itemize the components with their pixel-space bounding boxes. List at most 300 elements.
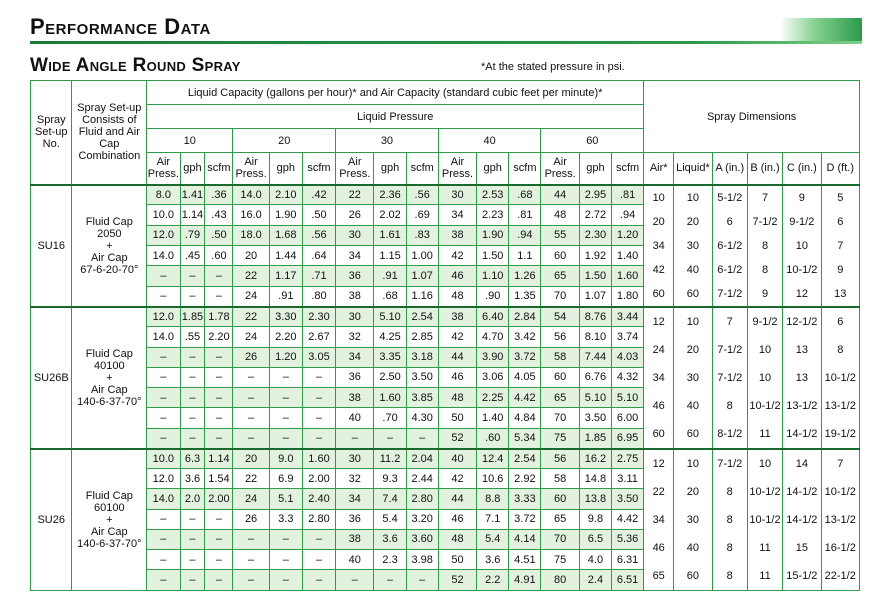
data-cell: 3.72 [509, 347, 541, 367]
dimension-value: 6-1/2 [717, 263, 743, 276]
data-cell: 26 [233, 347, 269, 367]
dimension-value: 8 [837, 343, 844, 356]
data-cell: – [302, 408, 335, 428]
data-cell: 3.72 [509, 509, 541, 529]
data-cell: 60 [541, 489, 579, 509]
dimension-value: 7 [726, 315, 733, 328]
data-cell: 10.0 [147, 205, 180, 225]
data-cell: – [147, 286, 180, 306]
dimension-value: 8 [726, 569, 733, 582]
data-cell: 6.76 [579, 367, 611, 387]
data-cell: 22 [336, 185, 374, 205]
data-cell: – [302, 388, 335, 408]
data-cell: 34 [438, 205, 476, 225]
dimension-value: 6 [837, 215, 844, 228]
data-cell: 20 [233, 245, 269, 265]
data-cell: 7.44 [579, 347, 611, 367]
data-cell: 1.1 [509, 245, 541, 265]
data-cell: 11.2 [374, 449, 406, 469]
data-cell: 14.0 [147, 327, 180, 347]
dimension-column [783, 307, 821, 449]
data-cell: 2.30 [579, 225, 611, 245]
data-cell: 3.30 [269, 307, 302, 327]
data-cell: – [233, 367, 269, 387]
dimension-value: 46 [652, 399, 665, 412]
data-cell: 48 [438, 286, 476, 306]
page-title: Performance Data [30, 14, 211, 39]
dimension-value: 10-1/2 [824, 371, 856, 384]
dimension-value: 6 [837, 315, 844, 328]
data-cell: – [302, 367, 335, 387]
dimension-column [644, 307, 674, 449]
data-cell: 36 [336, 266, 374, 286]
data-cell: .45 [180, 245, 205, 265]
data-cell: 2.0 [180, 489, 205, 509]
data-cell: 65 [541, 509, 579, 529]
dimension-value: 9-1/2 [752, 315, 778, 328]
data-cell: – [233, 408, 269, 428]
data-cell: – [180, 286, 205, 306]
data-cell: 3.35 [374, 347, 406, 367]
sub-header-scfm: scfm [205, 153, 233, 185]
data-cell: 30 [438, 185, 476, 205]
data-cell: – [180, 509, 205, 529]
data-cell: 1.07 [579, 286, 611, 306]
dimension-column [747, 185, 782, 307]
data-cell: 30 [336, 225, 374, 245]
data-cell: 38 [336, 388, 374, 408]
data-cell: 9.8 [579, 509, 611, 529]
data-cell: – [205, 367, 233, 387]
data-cell: – [147, 347, 180, 367]
col-header-liquid-pressure: Liquid Pressure [147, 105, 644, 129]
data-cell: 34 [336, 489, 374, 509]
data-cell: 70 [541, 286, 579, 306]
data-cell: 2.20 [269, 327, 302, 347]
data-cell: – [374, 428, 406, 448]
dimension-value: 14-1/2 [786, 427, 818, 440]
data-cell: 24 [233, 327, 269, 347]
data-cell: 22 [233, 266, 269, 286]
dimension-value: 11 [759, 427, 771, 440]
dimension-value: 30 [686, 239, 700, 252]
data-cell: 2.00 [205, 489, 233, 509]
data-cell: 3.05 [302, 347, 335, 367]
data-cell: – [205, 570, 233, 590]
dimension-value: 10 [758, 457, 772, 470]
data-cell: 65 [541, 266, 579, 286]
col-header-setup: Spray Set-up Consists of Fluid and Air Cap Combination [72, 81, 147, 185]
data-cell: – [269, 388, 302, 408]
dimension-column [821, 307, 859, 449]
data-cell: 30 [336, 307, 374, 327]
dimension-value: 14-1/2 [786, 485, 818, 498]
data-cell: 5.34 [509, 428, 541, 448]
data-cell: 2.54 [509, 449, 541, 469]
dimension-value: 8-1/2 [717, 427, 743, 440]
data-cell: 1.20 [612, 225, 644, 245]
data-cell: 12.0 [147, 225, 180, 245]
data-cell: 34 [336, 347, 374, 367]
data-cell: – [302, 570, 335, 590]
sub-header-air: Air Press. [336, 153, 374, 185]
data-cell: 1.60 [612, 266, 644, 286]
data-cell: .70 [374, 408, 406, 428]
dimension-value: 8 [761, 239, 769, 252]
sub-header-scfm: scfm [612, 153, 644, 185]
data-cell: 6.5 [579, 529, 611, 549]
sub-header-air: Air Press. [233, 153, 269, 185]
data-cell: – [302, 529, 335, 549]
dimension-value: 24 [652, 343, 665, 356]
data-cell: – [205, 550, 233, 570]
dimension-value: 12 [652, 315, 665, 328]
dimension-value: 10-1/2 [749, 513, 781, 526]
setup-line: 2050 [97, 227, 122, 240]
data-cell: .50 [302, 205, 335, 225]
data-cell: – [406, 570, 438, 590]
setup-line: + [106, 239, 113, 252]
dimension-value: 42 [652, 263, 665, 276]
pressure-header-60: 60 [541, 129, 644, 153]
dimension-value: 10-1/2 [824, 485, 856, 498]
sub-header-air: Air Press. [438, 153, 476, 185]
data-cell: .68 [509, 185, 541, 205]
data-cell: 1.15 [374, 245, 406, 265]
dimension-value: 5-1/2 [717, 191, 743, 204]
data-cell: 4.42 [612, 509, 644, 529]
data-cell: 60 [541, 245, 579, 265]
data-cell: .43 [205, 205, 233, 225]
data-cell: 1.85 [180, 307, 205, 327]
data-cell: 56 [541, 449, 579, 469]
sub-header-gph: gph [180, 153, 205, 185]
data-cell: 12.0 [147, 307, 180, 327]
table-row [31, 185, 860, 205]
dimension-value: 13 [834, 287, 847, 300]
col-header-liquid-capacity: Liquid Capacity (gallons per hour)* and Air Capacity (standard cubic feet per minute)* [147, 81, 644, 105]
dimension-value: 30 [686, 371, 700, 384]
data-cell: – [147, 388, 180, 408]
data-cell: 2.4 [579, 570, 611, 590]
data-cell: 4.70 [477, 327, 509, 347]
data-cell: – [205, 428, 233, 448]
dimension-value: 60 [686, 569, 700, 582]
data-cell: 24 [233, 489, 269, 509]
data-cell: – [233, 550, 269, 570]
dimension-value: 30 [686, 513, 700, 526]
col-header-spray-no: Spray Set-up No. [31, 81, 72, 185]
dimension-column [674, 449, 712, 591]
data-cell: 7.1 [477, 509, 509, 529]
dimension-value: 8 [726, 485, 733, 498]
data-cell: .64 [302, 245, 335, 265]
pressure-header-30: 30 [336, 129, 439, 153]
data-cell: 4.42 [509, 388, 541, 408]
dimension-value: 60 [686, 427, 700, 440]
data-cell: 2.80 [406, 489, 438, 509]
data-cell: 4.91 [509, 570, 541, 590]
dimension-column [747, 449, 782, 591]
dimension-value: 22 [652, 485, 665, 498]
data-cell: 5.10 [374, 307, 406, 327]
data-cell: – [180, 570, 205, 590]
setup-line: 60100 [94, 501, 125, 514]
data-cell: 3.74 [612, 327, 644, 347]
data-cell: 2.40 [302, 489, 335, 509]
data-cell: 2.53 [477, 185, 509, 205]
data-cell: 14.8 [579, 469, 611, 489]
data-cell: 5.4 [374, 509, 406, 529]
dimension-value: 20 [686, 215, 700, 228]
data-cell: 30 [336, 449, 374, 469]
dimension-column [821, 185, 859, 307]
data-cell: 70 [541, 529, 579, 549]
setup-combination [72, 449, 147, 591]
dimension-value: 14-1/2 [786, 513, 818, 526]
dimension-value: 9 [761, 287, 769, 300]
data-cell: 22 [233, 307, 269, 327]
data-cell: 56 [541, 327, 579, 347]
data-cell: – [205, 529, 233, 549]
dimension-value: 65 [652, 569, 665, 582]
data-cell: 55 [541, 225, 579, 245]
data-cell: 44 [438, 489, 476, 509]
dimension-value: 20 [686, 485, 700, 498]
dimension-value: 10-1/2 [749, 399, 781, 412]
data-cell: 4.14 [509, 529, 541, 549]
data-cell: 9.0 [269, 449, 302, 469]
data-cell: 32 [336, 327, 374, 347]
data-cell: 2.85 [406, 327, 438, 347]
dimension-value: 19-1/2 [824, 427, 856, 440]
data-cell: 42 [438, 469, 476, 489]
data-cell: 42 [438, 327, 476, 347]
data-cell: 1.54 [205, 469, 233, 489]
pressure-header-40: 40 [438, 129, 541, 153]
data-cell: 6.51 [612, 570, 644, 590]
data-cell: 46 [438, 367, 476, 387]
data-cell: – [147, 367, 180, 387]
data-cell: – [336, 428, 374, 448]
data-cell: 9.3 [374, 469, 406, 489]
data-cell: 36 [336, 509, 374, 529]
data-cell: – [269, 529, 302, 549]
data-cell: 1.80 [612, 286, 644, 306]
dimension-value: 20 [652, 215, 665, 228]
setup-line: 40100 [94, 359, 125, 372]
pressure-header-10: 10 [147, 129, 233, 153]
data-cell: 5.36 [612, 529, 644, 549]
dimension-value: 14 [795, 457, 808, 470]
data-cell: – [269, 570, 302, 590]
setup-line: 140-6-37-70° [77, 395, 142, 408]
data-cell: 2.04 [406, 449, 438, 469]
data-cell: .91 [374, 266, 406, 286]
data-cell: – [147, 266, 180, 286]
data-cell: 8.10 [579, 327, 611, 347]
setup-line: Air Cap [90, 525, 128, 538]
data-cell: 6.31 [612, 550, 644, 570]
data-cell: .60 [477, 428, 509, 448]
sub-header-gph: gph [374, 153, 406, 185]
data-cell: – [147, 509, 180, 529]
dimension-value: 13-1/2 [786, 399, 818, 412]
data-cell: – [180, 388, 205, 408]
data-cell: 14.0 [147, 245, 180, 265]
dim-header-d: D (ft.) [821, 153, 859, 185]
setup-combination [72, 307, 147, 449]
dimension-value: 10-1/2 [749, 485, 781, 498]
sub-header-gph: gph [579, 153, 611, 185]
data-cell: .69 [406, 205, 438, 225]
data-cell: 3.90 [477, 347, 509, 367]
dimension-value: 7-1/2 [752, 215, 778, 228]
dimension-value: 22-1/2 [824, 569, 856, 582]
data-cell: 3.18 [406, 347, 438, 367]
dim-header-liquid: Liquid* [674, 153, 712, 185]
dimension-value: 9 [837, 263, 844, 276]
data-cell: 3.6 [477, 550, 509, 570]
data-cell: – [205, 388, 233, 408]
data-cell: 42 [438, 245, 476, 265]
data-cell: 40 [336, 408, 374, 428]
data-cell: – [180, 408, 205, 428]
data-cell: 2.36 [374, 185, 406, 205]
dimension-column [783, 185, 821, 307]
dimension-value: 8 [726, 541, 733, 554]
data-cell: 1.35 [509, 286, 541, 306]
data-cell: .94 [509, 225, 541, 245]
data-cell: 3.3 [269, 509, 302, 529]
data-cell: .81 [509, 205, 541, 225]
dimension-value: 40 [686, 399, 700, 412]
dimension-value: 7-1/2 [717, 343, 743, 356]
dimension-value: 7 [837, 457, 844, 470]
sub-header-air: Air Press. [541, 153, 579, 185]
setup-line: Fluid Cap [85, 215, 133, 228]
data-cell: 3.44 [612, 307, 644, 327]
data-cell: 1.20 [269, 347, 302, 367]
data-cell: 4.32 [612, 367, 644, 387]
data-cell: 6.3 [180, 449, 205, 469]
data-cell: 4.30 [406, 408, 438, 428]
data-cell: 12.0 [147, 469, 180, 489]
data-cell: 8.76 [579, 307, 611, 327]
dimension-value: 13 [795, 343, 808, 356]
data-cell: 50 [438, 408, 476, 428]
sub-header-gph: gph [477, 153, 509, 185]
spray-setup-no: SU26B [31, 307, 72, 449]
data-cell: 1.41 [180, 185, 205, 205]
dimension-value: 5 [837, 191, 844, 204]
data-cell: 3.50 [612, 489, 644, 509]
dim-header-air: Air* [644, 153, 674, 185]
data-cell: 1.44 [269, 245, 302, 265]
dimension-value: 13-1/2 [824, 513, 856, 526]
data-cell: 70 [541, 408, 579, 428]
setup-line: Air Cap [90, 383, 128, 396]
data-cell: 3.85 [406, 388, 438, 408]
data-cell: 1.26 [509, 266, 541, 286]
setup-line: + [106, 371, 113, 384]
dimension-value: 10 [758, 371, 772, 384]
col-header-spray-dimensions: Spray Dimensions [644, 81, 860, 153]
data-cell: – [180, 347, 205, 367]
data-cell: 3.06 [477, 367, 509, 387]
data-cell: 58 [541, 469, 579, 489]
data-cell: 26 [233, 509, 269, 529]
data-cell: 5.10 [612, 388, 644, 408]
data-cell: 6.00 [612, 408, 644, 428]
data-cell: 26 [336, 205, 374, 225]
data-cell: 1.40 [477, 408, 509, 428]
data-cell: – [233, 529, 269, 549]
data-cell: 10.0 [147, 449, 180, 469]
dimension-value: 60 [652, 427, 665, 440]
data-cell: .56 [302, 225, 335, 245]
title-underline [30, 41, 862, 44]
dimension-value: 12 [795, 287, 808, 300]
data-cell: 60 [541, 367, 579, 387]
dimension-value: 10 [652, 191, 665, 204]
data-cell: – [374, 570, 406, 590]
sub-header-air: Air Press. [147, 153, 180, 185]
data-cell: 4.25 [374, 327, 406, 347]
section-subtitle: Wide Angle Round Spray [30, 55, 241, 76]
data-cell: 48 [438, 388, 476, 408]
data-cell: 4.03 [612, 347, 644, 367]
data-cell: – [180, 550, 205, 570]
dimension-column [644, 449, 674, 591]
sub-header-scfm: scfm [302, 153, 335, 185]
dimension-value: 12 [652, 457, 665, 470]
data-cell: 1.00 [406, 245, 438, 265]
setup-line: Fluid Cap [85, 347, 133, 360]
setup-line: Air Cap [90, 251, 128, 264]
data-cell: 20 [233, 449, 269, 469]
performance-table [30, 80, 860, 591]
dimension-value: 7-1/2 [717, 457, 743, 470]
data-cell: 2.80 [302, 509, 335, 529]
dimension-column [674, 307, 712, 449]
data-cell: 24 [233, 286, 269, 306]
data-cell: 1.14 [180, 205, 205, 225]
setup-line: 140-6-37-70° [77, 537, 142, 550]
data-cell: 14.0 [233, 185, 269, 205]
data-cell: – [205, 408, 233, 428]
data-cell: .50 [205, 225, 233, 245]
setup-line: 67-6-20-70° [80, 263, 139, 276]
data-cell: 2.44 [406, 469, 438, 489]
data-cell: .71 [302, 266, 335, 286]
data-cell: 3.6 [180, 469, 205, 489]
data-cell: .80 [302, 286, 335, 306]
pressure-header-20: 20 [233, 129, 336, 153]
data-cell: 4.51 [509, 550, 541, 570]
data-cell: .83 [406, 225, 438, 245]
data-cell: – [147, 428, 180, 448]
dimension-value: 7 [761, 191, 769, 204]
data-cell: 1.60 [374, 388, 406, 408]
data-cell: 1.90 [477, 225, 509, 245]
data-cell: 12.4 [477, 449, 509, 469]
data-cell: .42 [302, 185, 335, 205]
dimension-value: 60 [686, 287, 700, 300]
data-cell: – [269, 550, 302, 570]
data-cell: 40 [438, 449, 476, 469]
data-cell: – [302, 428, 335, 448]
